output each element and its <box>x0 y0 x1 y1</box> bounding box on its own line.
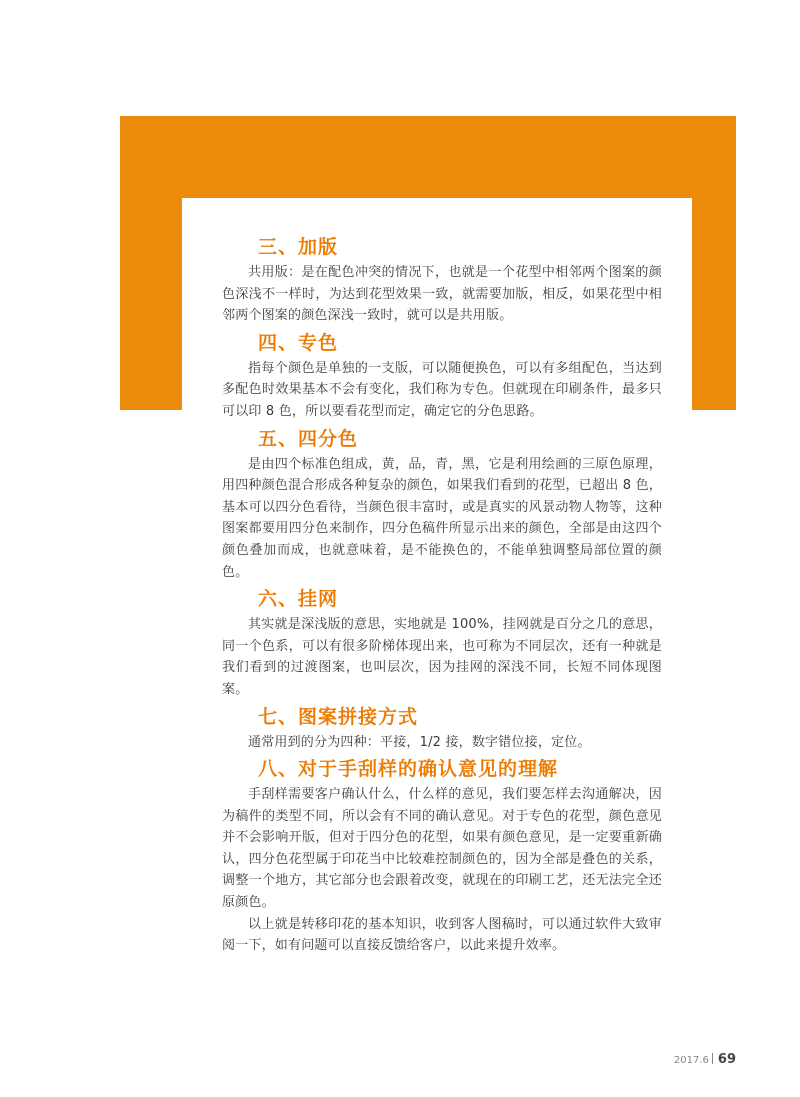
section-paragraph: 通常用到的分为四种：平接，1/2 接，数字错位接，定位。 <box>248 734 591 750</box>
section-title: 八、对于手刮样的确认意见的理解 <box>258 758 559 781</box>
section-title: 五、四分色 <box>258 427 359 450</box>
article-body <box>222 232 662 958</box>
section-jiaban <box>222 232 662 327</box>
section-title: 六、挂网 <box>258 588 339 611</box>
section-paragraph: 以上就是转移印花的基本知识，收到客人图稿时，可以通过软件大致审阅一下，如有问题可以直接反馈给客户，以此来提升效率。 <box>222 916 662 954</box>
orange-frame-top <box>120 116 736 198</box>
orange-frame-right <box>692 198 736 410</box>
page-folio <box>674 1052 736 1067</box>
section-paragraph: 共用版：是在配色冲突的情况下，也就是一个花型中相邻两个图案的颜色深浅不一样时，为达到花型效果一致，就需要加版，相反，如果花型中相邻两个图案的颜色深浅一致时，就可以是共用版。 <box>222 265 662 324</box>
section-pinjie <box>222 702 662 754</box>
orange-frame-left <box>120 198 182 410</box>
section-title: 三、加版 <box>258 236 339 258</box>
section-title: 四、专色 <box>258 331 339 354</box>
section-title: 七、图案拼接方式 <box>258 705 419 728</box>
section-guawang <box>222 584 662 700</box>
section-paragraph: 手刮样需要客户确认什么，什么样的意见，我们要怎样去沟通解决，因为稿件的类型不同，所以会有不同的确认意见。对于专色的花型，颜色意见并不会影响开版，但对于四分色的花型，如果有颜色意见，是一定要重新确认，四分色花型属于印花当中比较难控制颜色的，因为全部是叠色的关系，调整一个地方，其它部分也会跟着改变，就现在的印刷工艺，还无法完全还原颜色。 <box>222 787 662 911</box>
section-sifense <box>222 424 662 584</box>
section-shouguayang <box>222 754 662 957</box>
section-paragraph: 其实就是深浅版的意思，实地就是 100%，挂网就是百分之几的意思，同一个色系，可以有很多阶梯体现出来，也可称为不同层次，还有一种就是我们看到的过渡图案，也叫层次，因为挂网的深浅不同，长短不同体现图案。 <box>222 617 662 697</box>
section-paragraph: 是由四个标准色组成，黄，品，青，黑，它是利用绘画的三原色原理，用四种颜色混合形成各种复杂的颜色，如果我们看到的花型，已超出 8 色，基本可以四分色看待，当颜色很丰富时，或是真实的风景动物人物等，这种图案都要用四分色来制作，四分色稿件所显示出来的颜色，全部是由这四个颜色叠加而成，也就意味着，是不能换色的，不能单独调整局部位置的颜色。 <box>222 456 662 580</box>
folio-divider <box>712 1053 713 1064</box>
section-paragraph: 指每个颜色是单独的一支版，可以随便换色，可以有多组配色，当达到多配色时效果基本不会有变化，我们称为专色。但就现在印刷条件，最多只可以印 8 色，所以要看花型而定，确定它的分色思路。 <box>222 360 662 419</box>
page-number: 69 <box>717 1052 736 1067</box>
issue-date: 2017.6 <box>673 1055 709 1066</box>
section-zhuanse <box>222 328 662 423</box>
